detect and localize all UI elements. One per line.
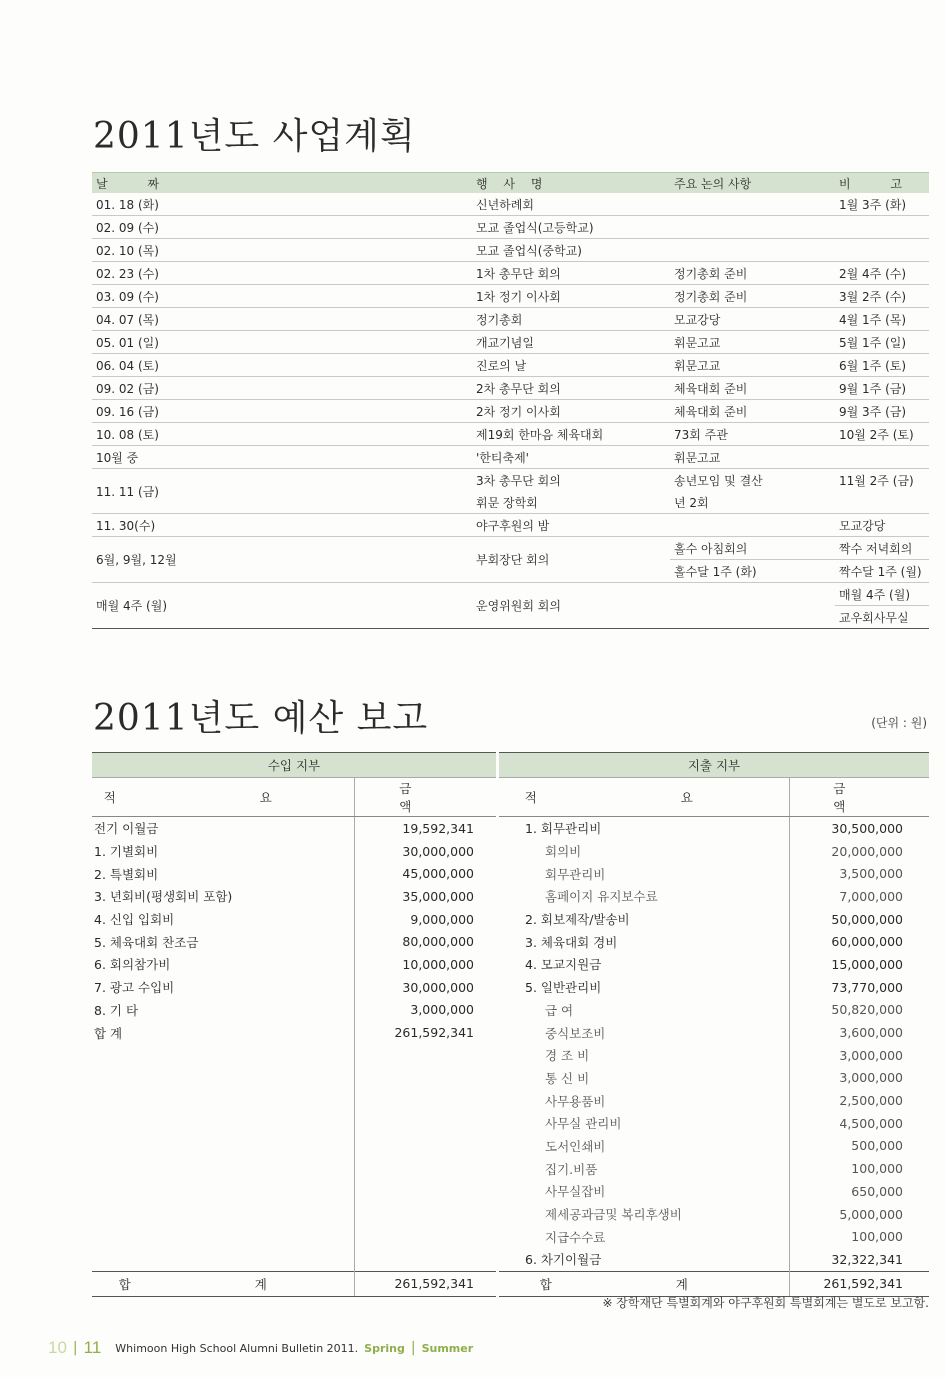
sub-item-row xyxy=(499,1021,929,1044)
topic-cell: 휘문고교 xyxy=(670,446,835,469)
amount-cell: 3,000,000 xyxy=(789,1067,929,1090)
date-cell: 10월 중 xyxy=(92,446,472,469)
amount-cell: 650,000 xyxy=(789,1180,929,1203)
empty-row xyxy=(92,1248,496,1271)
amount-cell: 20,000,000 xyxy=(789,840,929,863)
item-cell xyxy=(92,1044,354,1067)
amount-cell: 3,600,000 xyxy=(789,1021,929,1044)
item-cell xyxy=(92,1067,354,1090)
note-cell: 11월 2주 (금) xyxy=(839,473,914,488)
note-cell: 짝수 저녁회의 xyxy=(835,537,929,560)
topic-cell: 73회 주관 xyxy=(670,423,835,446)
table-row xyxy=(92,331,929,354)
topic-cell: 송년모임 및 결산 xyxy=(674,473,763,488)
table-row xyxy=(92,840,496,863)
note-cell: 10월 2주 (토) xyxy=(835,423,929,446)
item-cell: 합 계 xyxy=(94,1025,123,1041)
event-cell: 신년하례회 xyxy=(472,193,670,216)
amount-cell: 3,000,000 xyxy=(789,1044,929,1067)
amount-cell: 100,000 xyxy=(789,1157,929,1180)
table-row xyxy=(92,285,929,308)
topic-cell: 정기총회 준비 xyxy=(670,262,835,285)
item-cell: 4. 신입 입회비 xyxy=(94,912,175,928)
amount-cell xyxy=(354,1248,496,1271)
note-cell xyxy=(835,216,929,239)
table-row xyxy=(92,423,929,446)
topic-cell xyxy=(670,239,835,262)
amount-cell xyxy=(354,1225,496,1248)
table-row xyxy=(92,400,929,423)
amount-cell xyxy=(354,1203,496,1226)
date-cell: 10. 08 (토) xyxy=(92,423,472,446)
item-cell: 5. 체육대회 찬조금 xyxy=(94,934,199,950)
income-table xyxy=(92,752,496,1297)
empty-row xyxy=(92,1225,496,1248)
table-row xyxy=(92,583,929,606)
event-cell: 모교 졸업식(고등학교) xyxy=(472,216,670,239)
note-cell: 교우회사무실 xyxy=(835,606,929,629)
amount-cell: 261,592,341 xyxy=(354,1021,496,1044)
season-divider: | xyxy=(410,1340,416,1356)
sub-item-row xyxy=(499,999,929,1022)
amount-cell: 2,500,000 xyxy=(789,1089,929,1112)
total-label: 합 계 xyxy=(92,1271,354,1296)
date-cell: 02. 10 (목) xyxy=(92,239,472,262)
note-cell: 9월 1주 (금) xyxy=(835,377,929,400)
table-row xyxy=(92,377,929,400)
amount-cell xyxy=(354,1180,496,1203)
amount-cell: 15,000,000 xyxy=(789,953,929,976)
date-cell: 11. 30(수) xyxy=(92,514,472,537)
item-cell xyxy=(92,1135,354,1158)
schedule-body xyxy=(92,193,929,629)
item-cell xyxy=(92,1112,354,1135)
season-summer: Summer xyxy=(421,1341,474,1355)
event-cell: 야구후원의 밤 xyxy=(472,514,670,537)
amount-cell: 35,000,000 xyxy=(354,885,496,908)
item-cell: 회의비 xyxy=(545,844,582,860)
date-cell: 05. 01 (일) xyxy=(92,331,472,354)
page-divider: | xyxy=(72,1340,78,1356)
item-cell xyxy=(92,1157,354,1180)
table-row xyxy=(92,1021,496,1044)
table-row xyxy=(92,354,929,377)
table-row xyxy=(92,239,929,262)
item-cell: 6. 회의참가비 xyxy=(94,957,171,973)
amount-cell: 50,820,000 xyxy=(789,999,929,1022)
sub-item-row xyxy=(499,1203,929,1226)
table-row xyxy=(92,216,929,239)
total-label: 합 계 xyxy=(499,1271,789,1296)
amount-cell xyxy=(354,1157,496,1180)
sub-item-row xyxy=(499,1180,929,1203)
note-cell xyxy=(835,446,929,469)
event-cell: 모교 졸업식(중학교) xyxy=(472,239,670,262)
amount-cell xyxy=(354,1089,496,1112)
item-cell: 1. 회무관리비 xyxy=(525,821,602,837)
sub-item-row xyxy=(499,1112,929,1135)
event-cell: 휘문 장학회 xyxy=(472,491,670,514)
item-cell: 1. 기별회비 xyxy=(94,844,159,860)
amount-cell: 10,000,000 xyxy=(354,953,496,976)
amount-cell: 60,000,000 xyxy=(789,930,929,953)
table-row xyxy=(92,953,496,976)
note-cell: 모교강당 xyxy=(835,514,929,537)
item-cell: 회무관리비 xyxy=(545,866,606,882)
table-row xyxy=(92,999,496,1022)
topic-cell: 홀수 아침회의 xyxy=(670,537,835,560)
income-body xyxy=(92,817,496,1297)
topic-cell: 홀수달 1주 (화) xyxy=(670,560,835,583)
item-cell: 7. 광고 수입비 xyxy=(94,980,175,996)
item-cell: 사무실잡비 xyxy=(545,1184,606,1200)
amount-cell xyxy=(354,1067,496,1090)
amount-cell: 3,000,000 xyxy=(354,999,496,1022)
empty-row xyxy=(92,1067,496,1090)
amount-cell: 9,000,000 xyxy=(354,908,496,931)
table-row xyxy=(499,817,929,840)
amount-cell xyxy=(354,1135,496,1158)
item-cell xyxy=(92,1089,354,1112)
header-topic: 주요 논의 사항 xyxy=(670,173,835,194)
table-row xyxy=(92,817,496,840)
sub-item-row xyxy=(499,885,929,908)
expense-body xyxy=(499,817,929,1297)
sub-item-row xyxy=(499,862,929,885)
table-row xyxy=(92,537,929,560)
item-cell: 지급수수료 xyxy=(545,1229,606,1245)
item-cell: 사무실 관리비 xyxy=(545,1116,622,1132)
item-cell: 집기.비품 xyxy=(545,1161,598,1177)
amount-cell: 80,000,000 xyxy=(354,930,496,953)
note-cell: 9월 3주 (금) xyxy=(835,400,929,423)
unit-label: (단위 : 원) xyxy=(871,716,927,730)
amount-cell xyxy=(354,1112,496,1135)
amount-cell xyxy=(354,1044,496,1067)
publication-name: Whimoon High School Alumni Bulletin 2011. xyxy=(115,1341,359,1355)
sub-item-row xyxy=(499,1067,929,1090)
page-number-right: 11 xyxy=(83,1338,102,1357)
table-row xyxy=(499,1248,929,1271)
amount-cell: 30,000,000 xyxy=(354,976,496,999)
table-row xyxy=(92,446,929,469)
event-cell: 진로의 날 xyxy=(472,354,670,377)
note-cell: 매월 4주 (월) xyxy=(835,583,929,606)
topic-cell xyxy=(670,216,835,239)
date-cell: 01. 18 (화) xyxy=(92,193,472,216)
amount-cell: 50,000,000 xyxy=(789,908,929,931)
amount-cell: 19,592,341 xyxy=(354,817,496,840)
date-cell: 02. 23 (수) xyxy=(92,262,472,285)
total-amount: 261,592,341 xyxy=(354,1271,496,1296)
item-cell: 제세공과금및 복리후생비 xyxy=(545,1207,682,1223)
date-cell: 매월 4주 (월) xyxy=(92,583,472,629)
item-cell: 5. 일반관리비 xyxy=(525,980,602,996)
date-cell: 6월, 9월, 12월 xyxy=(92,537,472,583)
date-cell: 09. 16 (금) xyxy=(92,400,472,423)
header-note: 비 고 xyxy=(835,173,929,194)
item-cell: 8. 기 타 xyxy=(94,1002,139,1018)
header-date: 날 짜 xyxy=(92,173,472,194)
schedule-title: 2011년도 사업계획 xyxy=(93,116,416,157)
topic-cell: 정기총회 준비 xyxy=(670,285,835,308)
item-cell: 6. 차기이월금 xyxy=(525,1252,602,1268)
item-cell: 중식보조비 xyxy=(545,1025,606,1041)
item-cell xyxy=(92,1203,354,1226)
event-cell: 정기총회 xyxy=(472,308,670,331)
table-row xyxy=(92,193,929,216)
sub-item-row xyxy=(499,840,929,863)
event-cell: 개교기념일 xyxy=(472,331,670,354)
expense-table xyxy=(499,752,929,1297)
empty-row xyxy=(92,1135,496,1158)
table-row xyxy=(92,308,929,331)
amount-cell: 7,000,000 xyxy=(789,885,929,908)
table-row xyxy=(92,514,929,537)
date-cell: 06. 04 (토) xyxy=(92,354,472,377)
topic-cell: 년 2회 xyxy=(670,491,835,514)
sub-item-row xyxy=(499,1157,929,1180)
topic-cell: 휘문고교 xyxy=(670,331,835,354)
expense-total-row xyxy=(499,1271,929,1296)
note-cell: 2월 4주 (수) xyxy=(835,262,929,285)
item-cell: 급 여 xyxy=(545,1002,574,1018)
event-cell: 2차 정기 이사회 xyxy=(472,400,670,423)
item-cell: 2. 특별회비 xyxy=(94,866,159,882)
empty-row xyxy=(92,1203,496,1226)
date-cell: 03. 09 (수) xyxy=(92,285,472,308)
table-row xyxy=(499,976,929,999)
amount-cell: 500,000 xyxy=(789,1135,929,1158)
income-total-row xyxy=(92,1271,496,1296)
item-cell: 경 조 비 xyxy=(545,1048,590,1064)
empty-row xyxy=(92,1089,496,1112)
event-cell: 3차 총무단 회의 xyxy=(476,473,561,488)
date-cell: 02. 09 (수) xyxy=(92,216,472,239)
table-row xyxy=(499,908,929,931)
table-row xyxy=(499,930,929,953)
table-row xyxy=(92,908,496,931)
empty-row xyxy=(92,1180,496,1203)
page-number-left: 10 xyxy=(48,1338,67,1357)
date-cell: 11. 11 (금) xyxy=(92,469,472,514)
header-event: 행 사 명 xyxy=(472,173,670,194)
event-cell: '한티축제' xyxy=(472,446,670,469)
amount-cell: 73,770,000 xyxy=(789,976,929,999)
sub-item-row xyxy=(499,1225,929,1248)
note-cell: 짝수달 1주 (월) xyxy=(835,560,929,583)
note-cell: 6월 1주 (토) xyxy=(835,354,929,377)
table-row xyxy=(92,862,496,885)
amount-cell: 5,000,000 xyxy=(789,1203,929,1226)
total-amount: 261,592,341 xyxy=(789,1271,929,1296)
page-footer xyxy=(48,1338,473,1358)
schedule-table xyxy=(92,172,929,629)
expense-col-amount: 금 액 xyxy=(789,778,929,817)
event-cell: 운영위원회 회의 xyxy=(472,583,670,629)
amount-cell: 32,322,341 xyxy=(789,1248,929,1271)
expense-col-item: 적 요 xyxy=(499,778,789,817)
amount-cell: 4,500,000 xyxy=(789,1112,929,1135)
item-cell xyxy=(92,1180,354,1203)
event-cell: 2차 총무단 회의 xyxy=(472,377,670,400)
table-row xyxy=(92,930,496,953)
note-cell: 5월 1주 (일) xyxy=(835,331,929,354)
income-col-amount: 금 액 xyxy=(354,778,496,817)
table-row xyxy=(499,953,929,976)
item-cell: 3. 년회비(평생회비 포함) xyxy=(94,889,233,905)
sub-item-row xyxy=(499,1044,929,1067)
topic-cell: 체육대회 준비 xyxy=(670,400,835,423)
event-cell: 부회장단 회의 xyxy=(472,537,670,583)
item-cell: 사무용품비 xyxy=(545,1093,606,1109)
amount-cell: 100,000 xyxy=(789,1225,929,1248)
item-cell: 도서인쇄비 xyxy=(545,1138,606,1154)
income-header: 수입 지부 xyxy=(92,753,496,778)
item-cell: 4. 모교지원금 xyxy=(525,957,602,973)
income-col-item: 적 요 xyxy=(92,778,354,817)
item-cell xyxy=(92,1225,354,1248)
expense-header: 지출 지부 xyxy=(499,753,929,778)
item-cell xyxy=(92,1248,354,1271)
sub-item-row xyxy=(499,1089,929,1112)
topic-cell: 휘문고교 xyxy=(670,354,835,377)
topic-cell xyxy=(670,583,835,629)
footnote: ※ 장학재단 특별회계와 야구후원회 특별회계는 별도로 보고함. xyxy=(602,1296,929,1310)
item-cell: 전기 이월금 xyxy=(94,821,159,837)
item-cell: 홈페이지 유지보수료 xyxy=(545,889,658,905)
topic-cell xyxy=(670,193,835,216)
table-row xyxy=(92,885,496,908)
amount-cell: 30,500,000 xyxy=(789,817,929,840)
amount-cell: 3,500,000 xyxy=(789,862,929,885)
topic-cell: 모교강당 xyxy=(670,308,835,331)
item-cell: 2. 회보제작/발송비 xyxy=(525,912,630,928)
season-spring: Spring xyxy=(364,1341,405,1355)
event-cell: 1차 정기 이사회 xyxy=(472,285,670,308)
table-row xyxy=(92,976,496,999)
item-cell: 통 신 비 xyxy=(545,1070,590,1086)
date-cell: 09. 02 (금) xyxy=(92,377,472,400)
item-cell: 3. 체육대회 경비 xyxy=(525,934,618,950)
topic-cell: 체육대회 준비 xyxy=(670,377,835,400)
topic-cell xyxy=(670,514,835,537)
sub-item-row xyxy=(499,1135,929,1158)
empty-row xyxy=(92,1112,496,1135)
note-cell xyxy=(835,491,929,514)
note-cell: 3월 2주 (수) xyxy=(835,285,929,308)
note-cell xyxy=(835,239,929,262)
schedule-header-row xyxy=(92,173,929,194)
note-cell: 1월 3주 (화) xyxy=(835,193,929,216)
empty-row xyxy=(92,1157,496,1180)
note-cell: 4월 1주 (목) xyxy=(835,308,929,331)
amount-cell: 45,000,000 xyxy=(354,862,496,885)
table-row xyxy=(92,469,929,492)
event-cell: 제19회 한마음 체육대회 xyxy=(472,423,670,446)
amount-cell: 30,000,000 xyxy=(354,840,496,863)
table-row xyxy=(92,262,929,285)
date-cell: 04. 07 (목) xyxy=(92,308,472,331)
event-cell: 1차 총무단 회의 xyxy=(472,262,670,285)
budget-title: 2011년도 예산 보고 xyxy=(93,698,429,739)
empty-row xyxy=(92,1044,496,1067)
